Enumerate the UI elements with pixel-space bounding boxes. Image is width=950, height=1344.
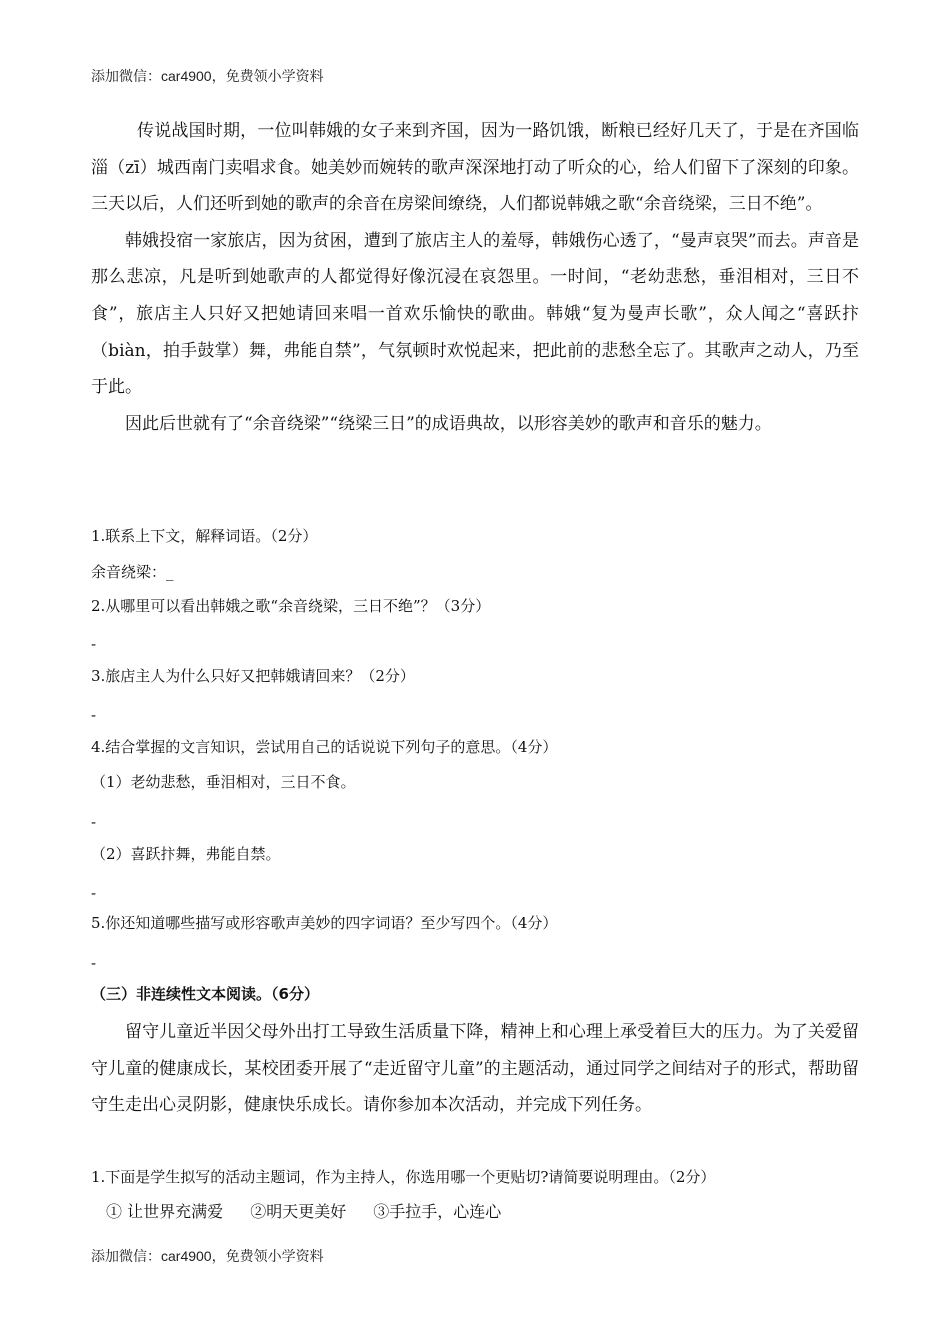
passage-paragraph-1: 传说战国时期，一位叫韩娥的女子来到齐国，因为一路饥饿，断粮已经好几天了，于是在齐国临淄（zī）城西南门卖唱求食。她美妙而婉转的歌声深深地打动了听众的心，给人们留下了深刻的印象。三天以后，人们还听到她的歌声的余音在房梁间缭绕，人们都说韩娥之歌“余音绕梁，三日不绝”。: [91, 121, 859, 215]
page-footer: 添加微信：car4900，免费领小学资料: [91, 1248, 324, 1264]
section-3-title: （三）非连续性文本阅读。（6分）: [91, 985, 319, 1003]
section-3-intro-block: [91, 1014, 859, 1124]
question-4-sub-2: （2）喜跃抃舞，弗能自禁。: [91, 845, 281, 863]
question-4: 4.结合掌握的文言知识，尝试用自己的话说说下列句子的意思。（4分）: [91, 738, 558, 756]
question-1: 1.联系上下文，解释词语。（2分）: [91, 527, 318, 545]
answer-blank: -: [91, 884, 97, 902]
question-4-sub-1: （1）老幼悲愁，垂泪相对，三日不食。: [91, 773, 356, 791]
theme-option-2: ②明天更美好: [250, 1202, 347, 1221]
answer-blank: -: [91, 706, 97, 724]
theme-option-1: ① 让世界充满爱: [106, 1202, 224, 1221]
passage: [91, 113, 859, 442]
question-3: 3.旅店主人为什么只好又把韩娥请回来？（2分）: [91, 667, 415, 685]
page-header: 添加微信：car4900，免费领小学资料: [91, 68, 324, 84]
answer-blank: -: [91, 813, 97, 831]
answer-blank: -: [91, 635, 97, 653]
question-5: 5.你还知道哪些描写或形容歌声美妙的四字词语？至少写四个。（4分）: [91, 914, 558, 932]
passage-paragraph-3: 因此后世就有了“余音绕梁”“绕梁三日”的成语典故，以形容美妙的歌声和音乐的魅力。: [125, 413, 772, 434]
theme-option-3: ③手拉手，心连心: [373, 1202, 502, 1221]
question-1-answer: 余音绕梁：_: [91, 563, 174, 581]
passage-paragraph-2: 韩娥投宿一家旅店，因为贫困，遭到了旅店主人的羞辱，韩娥伤心透了，“曼声哀哭”而去。声音是那么悲凉，凡是听到她歌声的人都觉得好像沉浸在哀怨里。一时间，“老幼悲愁，垂泪相对，三日不食”，旅店主人只好又把她请回来唱一首欢乐愉快的歌曲。韩娥“复为曼声长歌”，众人闻之“喜跃抃（biàn，拍手鼓掌）舞，弗能自禁”，气氛顿时欢悦起来，把此前的悲愁全忘了。其歌声之动人，乃至于此。: [91, 230, 859, 398]
question-2: 2.从哪里可以看出韩娥之歌“余音绕梁，三日不绝”？（3分）: [91, 597, 491, 615]
theme-options: [91, 1201, 874, 1223]
answer-blank: -: [91, 954, 97, 972]
section-3-intro: 留守儿童近半因父母外出打工导致生活质量下降，精神上和心理上承受着巨大的压力。为了关爱留守儿童的健康成长，某校团委开展了“走近留守儿童”的主题活动，通过同学之间结对子的形式，帮助留守生走出心灵阴影，健康快乐成长。请你参加本次活动，并完成下列任务。: [91, 1022, 859, 1116]
section-3-question-1: 1.下面是学生拟写的活动主题词，作为主持人，你选用哪一个更贴切?请简要说明理由。（2分）: [91, 1168, 716, 1186]
